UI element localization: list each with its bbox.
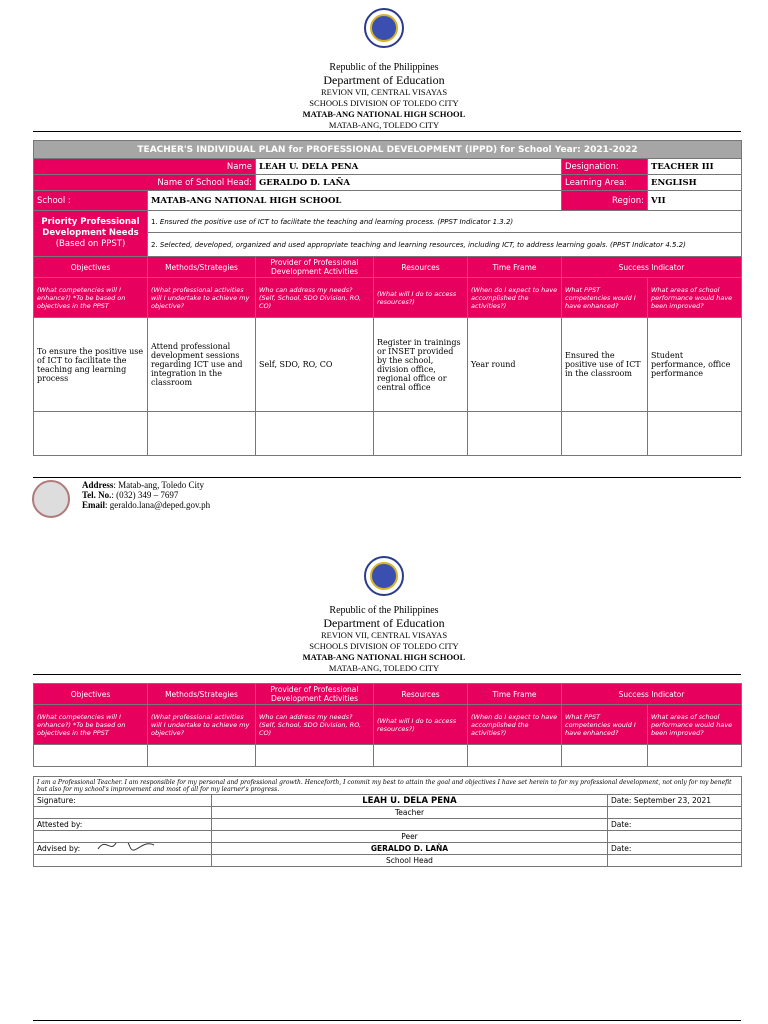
school-label: School : bbox=[34, 191, 148, 211]
col-objectives: Objectives bbox=[34, 257, 148, 278]
table-row bbox=[34, 745, 742, 767]
plan-title: TEACHER'S INDIVIDUAL PLAN for PROFESSIONAL DEVELOPMENT (IPPD) for School Year: 2021-2022 bbox=[34, 141, 742, 159]
sub-provider: Who can address my needs? (Self, School, SDO Division, RO, CO) bbox=[256, 705, 374, 745]
col-resources: Resources bbox=[374, 257, 468, 278]
deped-seal-icon bbox=[364, 556, 404, 596]
sub-timeframe: (When do I expect to have accomplished the activities?) bbox=[468, 278, 562, 318]
col-timeframe: Time Frame bbox=[468, 257, 562, 278]
signature-table bbox=[33, 776, 742, 867]
teacher-role: Teacher bbox=[212, 807, 608, 819]
school-head-label: Name of School Head: bbox=[34, 175, 256, 191]
teacher-date: Date: September 23, 2021 bbox=[608, 795, 742, 807]
header-rule bbox=[33, 674, 741, 675]
sub-provider: Who can address my needs? (Self, School, SDO Division, RO, CO) bbox=[256, 278, 374, 318]
head-date: Date: bbox=[608, 843, 742, 855]
sub-competency: What PPST competencies would I have enhanced? bbox=[562, 705, 648, 745]
table-row bbox=[34, 412, 742, 456]
deped-seal-icon bbox=[364, 8, 404, 48]
name-label: Name bbox=[34, 159, 256, 175]
peer-role: Peer bbox=[212, 831, 608, 843]
sub-competency: What PPST competencies would I have enhanced? bbox=[562, 278, 648, 318]
col-methods: Methods/Strategies bbox=[148, 684, 256, 705]
region-value: VII bbox=[648, 191, 742, 211]
head-signature-name: GERALDO D. LAÑA bbox=[212, 843, 608, 855]
need-item: 1. Ensured the positive use of ICT to facilitate the teaching and learning process. (PPST Indicator 1.3.2) bbox=[148, 211, 742, 233]
designation-label: Designation: bbox=[562, 159, 648, 175]
need-item: 2. Selected, developed, organized and used appropriate teaching and learning resources, including ICT, to address learning goals. (PPST Indicator 4.5.2) bbox=[148, 233, 742, 257]
learning-area-label: Learning Area: bbox=[562, 175, 648, 191]
sub-resources: (What will I do to access resources?) bbox=[374, 278, 468, 318]
col-provider: Provider of Professional Development Activities bbox=[256, 684, 374, 705]
col-methods: Methods/Strategies bbox=[148, 257, 256, 278]
peer-date: Date: bbox=[608, 819, 742, 831]
table-row: To ensure the positive use of ICT to facilitate the teaching ang learning process Attend professional development sessions regarding ICT use and integration in the classroom Self, SDO, RO, CO Register in trainings or INSET provided by the school, division office, regional office or central office Year round Ensured the positive use of ICT in the classroom Student performance, office performance bbox=[34, 318, 742, 412]
attested-label: Attested by: bbox=[34, 819, 212, 831]
col-success: Success Indicator bbox=[562, 684, 742, 705]
region-label: Region: bbox=[562, 191, 648, 211]
learning-area-value: ENGLISH bbox=[648, 175, 742, 191]
advised-label: Advised by: bbox=[37, 844, 81, 853]
sub-objectives: (What competencies will I enhance?) *To be based on objectives in the PPST bbox=[34, 705, 148, 745]
school-head-value: GERALDO D. LAÑA bbox=[256, 175, 562, 191]
sub-resources: (What will I do to access resources?) bbox=[374, 705, 468, 745]
signature-label: Signature: bbox=[34, 795, 212, 807]
sub-timeframe: (When do I expect to have accomplished the activities?) bbox=[468, 705, 562, 745]
col-resources: Resources bbox=[374, 684, 468, 705]
handwritten-signature-icon bbox=[96, 843, 156, 855]
school-value: MATAB-ANG NATIONAL HIGH SCHOOL bbox=[148, 191, 562, 211]
footer-rule bbox=[33, 477, 741, 478]
head-role: School Head bbox=[212, 855, 608, 867]
ippd-table bbox=[33, 140, 742, 456]
col-success: Success Indicator bbox=[562, 257, 742, 278]
designation-value: TEACHER III bbox=[648, 159, 742, 175]
letterhead: Republic of the Philippines Department of Education REVION VII, CENTRAL VISAYAS SCHOOLS DIVISION OF TOLEDO CITY MATAB-ANG NATIONAL HIGH SCHOOL MATAB-ANG, TOLEDO CITY bbox=[302, 605, 466, 673]
teacher-signature-name: LEAH U. DELA PENA bbox=[212, 795, 608, 807]
sub-performance: What areas of school performance would have been improved? bbox=[648, 705, 742, 745]
header-rule bbox=[33, 131, 741, 132]
school-address: Address: Matab-ang, Toledo City Tel. No.: (032) 349 – 7697 Email: geraldo.lana@deped.gov.ph bbox=[82, 480, 211, 510]
sub-objectives: (What competencies will I enhance?) *To be based on objectives in the PPST bbox=[34, 278, 148, 318]
advised-cell bbox=[34, 843, 212, 855]
col-objectives: Objectives bbox=[34, 684, 148, 705]
sub-performance: What areas of school performance would have been improved? bbox=[648, 278, 742, 318]
teacher-name: LEAH U. DELA PENA bbox=[256, 159, 562, 175]
sub-methods: (What professional activities will I undertake to achieve my objective? bbox=[148, 278, 256, 318]
commitment-statement: I am a Professional Teacher. I am responsible for my personal and professional growth. Henceforth, I commit my best to attain the goal and objectives I have set herein to for my professional development, not only for my benefit but also for my school's improvement and most of all for my learner's progress. bbox=[34, 777, 742, 795]
letterhead: Republic of the Philippines Department of Education REVION VII, CENTRAL VISAYAS SCHOOLS DIVISION OF TOLEDO CITY MATAB-ANG NATIONAL HIGH SCHOOL MATAB-ANG, TOLEDO CITY bbox=[302, 62, 466, 130]
school-logo-icon bbox=[32, 480, 70, 518]
col-timeframe: Time Frame bbox=[468, 684, 562, 705]
sub-methods: (What professional activities will I undertake to achieve my objective? bbox=[148, 705, 256, 745]
page-bottom-rule bbox=[33, 1020, 741, 1021]
ippd-table-continued bbox=[33, 683, 742, 767]
needs-label: Priority Professional Development Needs (Based on PPST) bbox=[34, 211, 148, 257]
col-provider: Provider of Professional Development Activities bbox=[256, 257, 374, 278]
